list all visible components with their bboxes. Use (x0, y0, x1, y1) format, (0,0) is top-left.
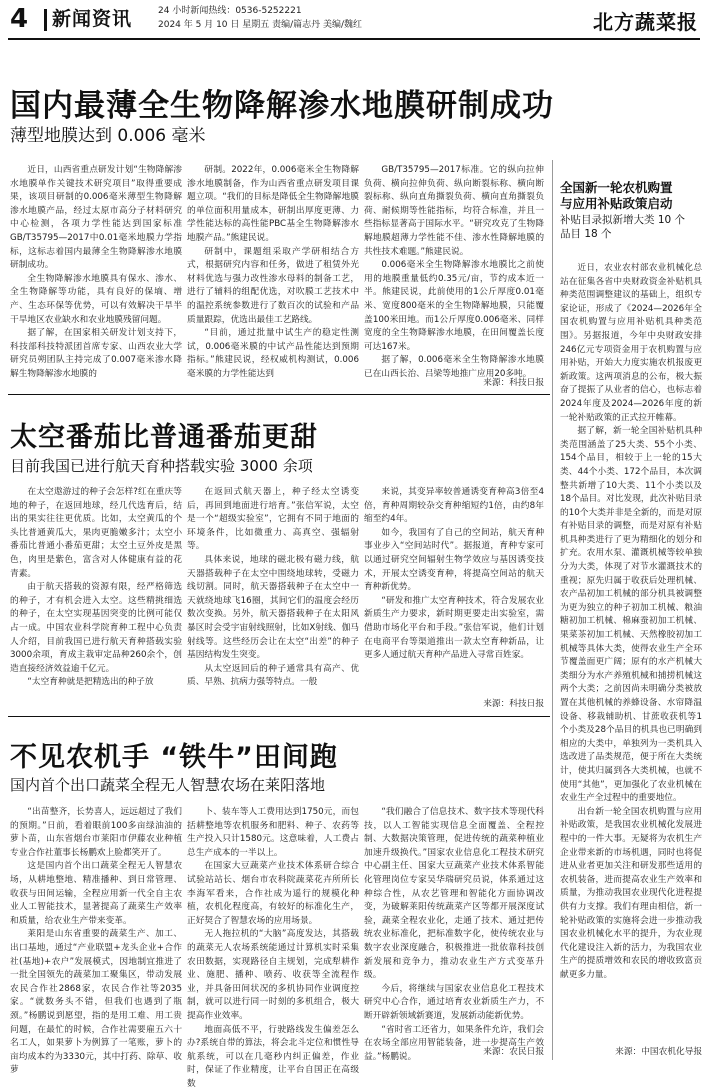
sidebar-subtitle-line1: 补贴目录拟新增大类 10 个 (560, 213, 702, 227)
paragraph: 由于航天搭载的资源有限，经严格筛选的种子，才有机会进入太空。这些精挑细选的种子，在太空实现基因突变的比例可能仅占一成。中国农业科学院育种工程中心负责人介绍，目前我国已进行航天育种搭载实验3000余项，育成主栽审定品种260余个，创造直接经济效益逾千亿元。 (10, 581, 182, 676)
article3-col2 (187, 806, 359, 1060)
newspaper-logo: 北方蔬菜报 (593, 6, 698, 35)
article2-col3 (364, 486, 544, 694)
article1-col3 (364, 164, 544, 374)
article3-source: 来源：农民日报 (364, 1046, 544, 1060)
paragraph: 据了解，0.006毫米全生物降解渗水地膜已在山西长治、吕梁等地推广应用20多吨。 (364, 354, 544, 381)
paragraph: “研发和推广太空育种技术，符合发展农业新质生产力要求，新时期更要走出实验室，需借助市场化平台和手段。”张信军说，他们计划在电商平台等渠道推出一款太空育种新品，让更多人通过航天育种产品进入寻常百姓家。 (364, 595, 544, 663)
section-divider (8, 716, 550, 717)
paragraph: 莱阳是山东省重要的蔬菜生产、加工、出口基地，通过“产业联盟+龙头企业+合作社(基地)+农户”发展模式，因地制宜推进了一批全国领先的蔬菜加工聚集区，带动发展农民合作社2868家，农民合作社等2035家。“就数务头不错，但我们也遇到了瓶颈。”杨鹏说到愿望，指的是用工难、用工贵问题，在最忙的时候，合作社需要雇五六十名工人，如果萝卜为例算了一笔账，萝卜的亩均成本约为3330元，其中打药、除草、收萝 (10, 928, 182, 1078)
sidebar-title-line2: 与应用补贴政策启动 (560, 196, 702, 212)
section-divider (8, 394, 550, 395)
paragraph: 近日，农业农村部农业机械化总站在征集各省中央财政资金补贴机具种类范围调整建议的基础上，组织专家论证，形成了《2024—2026年全国农机购置与应用补贴机具种类范围》。另据报道，今年中央财政安排246亿元专项资金用于农机购置与应用补贴，开始大力度实施农机报废更新政策。这两项消息的公布，极大振奋了提振了从业者的信心，也标志着2024年度及2024—2026年度的新一轮补贴政策的正式拉开帷幕。 (560, 262, 702, 425)
paragraph: 研制中，课题组采取产学研相结合方式，根据研究内容和任务，做进了租赁外光材料优选与强力改性渗水母料的制备工艺，进行了辅料的组配优选，对吹膜工艺技术中的温控系统参数进行了数百次的试验和产品质量跟踪，优选出最佳工艺路线。 (187, 246, 359, 328)
paragraph: GB/T35795—2017标准。它的纵向拉伸负荷、横向拉伸负荷、纵向断裂标称、横向断裂标称、纵向直角撕裂负荷、横向直角撕裂负荷、耐候期等性能指标，均符合标准，并且一些指标显著高于国际水平。“研究攻克了生物降解地膜超薄力学性能不佳、渗水性降解地膜的共性技术难题。”熊建民说。 (364, 164, 544, 259)
paragraph: 0.006毫米全生物降解渗水地膜比之前使用的地膜重量低约0.35元/亩，节约成本近一半。熊建民说，此前使用的1公斤厚度0.01毫米、宽度800毫米的全生物降解地膜，只能覆盖100米田地。而1公斤厚度0.006毫米、同样宽度的全生物降解渗水地膜，在田间覆盖长度可达167米。 (364, 259, 544, 354)
paragraph: 地面高低不平，行驶路线发生偏差怎么办?系统自带的算法，将会北斗定位和惯性导航系统，可以在几毫秒内纠正偏差，作业时，保证了作业精度，让平台自国正在高级数 (187, 1024, 359, 1091)
paragraph: 据了解，新一轮全国补贴机具种类范围涵盖了25大类、55个小类、154个品目，相较于上一轮的15大类、44个小类、172个品目，本次调整共新增了10大类、11个小类以及18个品目。对比发现，此次补贴目录的10个大类并非是全新的，而是对原有补贴目录的调整，而是对原有补贴机具种类进行了更为精细化的划分和扩充。农用水泵、灌溉机械等较单独分为大类，体现了对节水灌溉技术的重视；原先归属于收获后处理机械、农产品初加工机械的部分机具被调整为更为独立的种子初加工机械、粮油糖初加工机械、棉麻蚕初加工机械、果菜茶初加工机械、天然橡胶初加工机械等具体大类，使得农业生产全环节覆盖面更广阔；原有的水产机械大类细分为水产养殖机械和捕捞机械这两个大类；之前因尚未明确分类被放置在其他机械的养蜂设备、水帘降温设备、移栽辅助机、甘蔗收获机等1个小类及28个品目的机具也已明确到相应的大类中，单独列为一类机具入选改进了品类规范，便于所在大类统计，使其归属到各大类机械，也就不使用“其他”，更加强化了农业机械在农业生产全过程中的重要地位。 (560, 425, 702, 806)
sidebar-body (560, 262, 702, 1034)
paragraph: 在返回式航天器上，种子经太空诱变后，再回到地面进行培育。”张信军说，太空是一个“超级实验室”，它拥有不同于地面的环境条件，比如微重力、高真空、强辐射等。 (187, 486, 359, 554)
header-divider (44, 9, 47, 31)
paragraph: 全生物降解渗水地膜具有保水、渗水、全生物降解等功能，具有良好的保墒、增产、生态环保等优势，可以有效解决干旱半干旱地区农业缺水和农业地膜残留问题。 (10, 273, 182, 327)
article3-col3 (364, 806, 544, 1042)
page-number: 4 (10, 6, 28, 32)
paragraph: 具体来说，地球的磁北极有磁力线，航天器搭载种子在太空中围绕地球转，受磁力线切割。同时，航天器搭载种子在太空中一天就绕地球飞16圈，其间它们的温度会经历数次变换。另外，航天器搭载种子在太阳风暴区时会受宇宙射线照射，比如X射线、伽马射线等。这些经历会让在太空“出差”的种子基因结构发生突变。 (187, 554, 359, 663)
hotline: 24 小时新闻热线：0536-5252221 (158, 6, 302, 17)
paragraph: 卜、装车等人工费用达到1750元，而包括耕整地等农机服务和肥料、种子、农药等生产投入只计1580元。这意味着，人工费占总生产成本的一半以上。 (187, 806, 359, 860)
paragraph: “目前，通过批量中试生产的稳定性测试，0.006毫米膜的中试产品性能达到预期指标。”熊建民说，经权威机构测试，0.006毫米膜的力学性能达到 (187, 327, 359, 381)
paragraph: 无人拖拉机的“大脑”高度发达，其搭载的蔬菜无人农场系统能通过计算机实时采集农田数据，实现路径自主规划，完成犁耕作业、施肥、播种、喷药、收获等全流程作业，并具备田间状况的多机协同作业调度控制，就可以进行同一时刻的多机组合，极大提高作业效率。 (187, 928, 359, 1023)
paragraph: 据了解，在国家相关研发计划支持下，科技部科技特派团首席专家、山西农业大学研究员朔团队主持完成了0.007毫米渗水降解生物降解渗水地膜的 (10, 327, 182, 381)
article2-title: 太空番茄比普通番茄更甜 (10, 420, 318, 456)
paragraph: 如今，我国有了自己的空间站，航天育种事业步入“空间站时代”。据报道，育种专家可以通过研究空间辐射生物学效应与基因诱变技术，开展太空诱变育种，将提高空间站的航天育种新优势。 (364, 527, 544, 595)
column-separator (552, 160, 553, 1060)
article3-col1 (10, 806, 182, 1060)
paragraph: “出苗整齐，长势喜人，远远超过了我们的预期。”日前，看着眼前100多亩绿油油的萝卜苗，山东省烟台市莱阳市伊藤农业种植专业合作社董事长杨鹏欢上脸都笑开了。 (10, 806, 182, 860)
paragraph: 在太空遨游过的种子会怎样?红在重庆等地的种子，在返回地球，经几代选育后，结出的果实往往更优质。比如，太空黄瓜的个头比普通黄瓜大，果肉更脆嫩多汁；太空小番茄比普通小番茄更甜；太空土豆外皮是黑色，肉里是紫色，富含对人体健康有益的花青素。 (10, 486, 182, 581)
article2-source: 来源：科技日报 (364, 698, 544, 712)
sidebar-source: 来源：中国农机化导报 (560, 1046, 702, 1060)
date-editor-line: 2024 年 5 月 10 日 星期五 责编/篇志丹 美编/魏红 (158, 20, 362, 31)
article1-source: 来源：科技日报 (364, 377, 544, 391)
paragraph: “省时省工还省力，如果条件允许，我们会在农场全部应用智能装备，进一步提高生产效益。”杨鹏说。 (364, 1024, 544, 1065)
paragraph: 今后，将继续与国家农业信息化工程技术研究中心合作，通过培育农业新质生产力，不断开辟新领域新赛道，发展新动能新优势。 (364, 983, 544, 1024)
article1-title: 国内最薄全生物降解渗水地膜研制成功 (10, 88, 554, 124)
paragraph: 来说，其变异率较普通诱变育种高3倍至4倍，育种周期较杂交育种缩短约1倍，由约8年缩至约4年。 (364, 486, 544, 527)
article3-subtitle: 国内首个出口蔬菜全程无人智慧农场在莱阳落地 (10, 775, 325, 795)
header-rule (8, 38, 700, 40)
paragraph: “我们融合了信息技术、数字技术等现代科技，以人工智能实现信息全面覆盖、全程控制、大数据决策管理，促进传统的蔬菜种植业加速升级换代。”国家农业信息化工程技术研究中心副主任、国家大豆蔬菜产业技术体系智能化管理岗位专家吴华瑞研究员说，体系通过这种综合性，从农艺管理和智能化方面协调改变，为破解莱阳传统蔬菜产区等都开展深度试验，蔬菜全程农业化，走通了技术、通过把传统农业标准化，把标准数字化，使传统农业与数字农业深度融合，积极推进一批依靠科技创新发展和竞争力，推动农业生产方式变革升级。 (364, 806, 544, 983)
paragraph: 在国家大豆蔬菜产业技术体系研合综合试验站站长、烟台市农科院蔬菜花卉所所长李海军看来，合作社成为遥行的规模化种植，农机化程度高，有较好的标准化生产，正好契合了智慧农场的应用场景。 (187, 860, 359, 928)
sidebar-title-line1: 全国新一轮农机购置 (560, 180, 702, 196)
paragraph: 近日，山西省重点研发计划“生物降解渗水地膜单作关键技术研究项目”取得重要成果，该项目研制的0.006毫米薄型生物降解渗水地膜产品，经过太原市高分子材料研究中心检测，各项力学性能达到国家标准GB/T35795—2017中0.01毫米地膜力学指标，这标志着国内最薄全生物降解渗水地膜研制成功。 (10, 164, 182, 273)
article2-col2 (187, 486, 359, 710)
article3-title: 不见农机手 “铁牛”田间跑 (10, 740, 338, 776)
article1-col2 (187, 164, 359, 384)
article2-col1 (10, 486, 182, 710)
article1-col1 (10, 164, 182, 384)
paragraph: 研制。2022年，0.006毫米全生物降解渗水地膜制备，作为山西省重点研发项目课题立项。“我们的目标是降低全生物降解地膜的单位面积用量成本，研制出厚度更薄、力学性能达标的高性能PBC基全生物降解渗水地膜产品。”熊建民说。 (187, 164, 359, 246)
paragraph: 这是国内首个出口蔬菜全程无人智慧农场，从耕地整地、精准播种、到日常管理、收获与田间运输，全程应用新一代全自主农业人工智能技术，显著提高了蔬菜生产效率和质量，给农业生产带来变革。 (10, 860, 182, 928)
article1-subtitle: 薄型地膜达到 0.006 毫米 (10, 126, 205, 146)
paragraph: 出台新一轮全国农机购置与应用补贴政策，是我国农业机械化发展进程中的一件大事。无疑将为农机生产企业带来新的市场机遇，同时也将促进从业者更加关注和研发那些适用的农机装备，进而提高农业生产效率和质量，为推动我国农业现代化进程提供有力支撑。我们有理由相信，新一轮补贴政策的实施将会进一步推动我国农业机械化水平的提升，为农业现代化建设注入新的活力，为我国农业生产的提质增效和农民的增收致富贡献更多力量。 (560, 806, 702, 983)
paragraph: 从太空返回后的种子通常具有高产、优质、早熟、抗病力强等特点。一般 (187, 663, 359, 690)
article2-subtitle: 目前我国已进行航天育种搭载实验 3000 余项 (10, 456, 313, 476)
paragraph: “太空育种就是把精选出的种子放 (10, 676, 182, 690)
sidebar-subtitle-line2: 品目 18 个 (560, 227, 702, 241)
section-name: 新闻资讯 (52, 8, 132, 30)
